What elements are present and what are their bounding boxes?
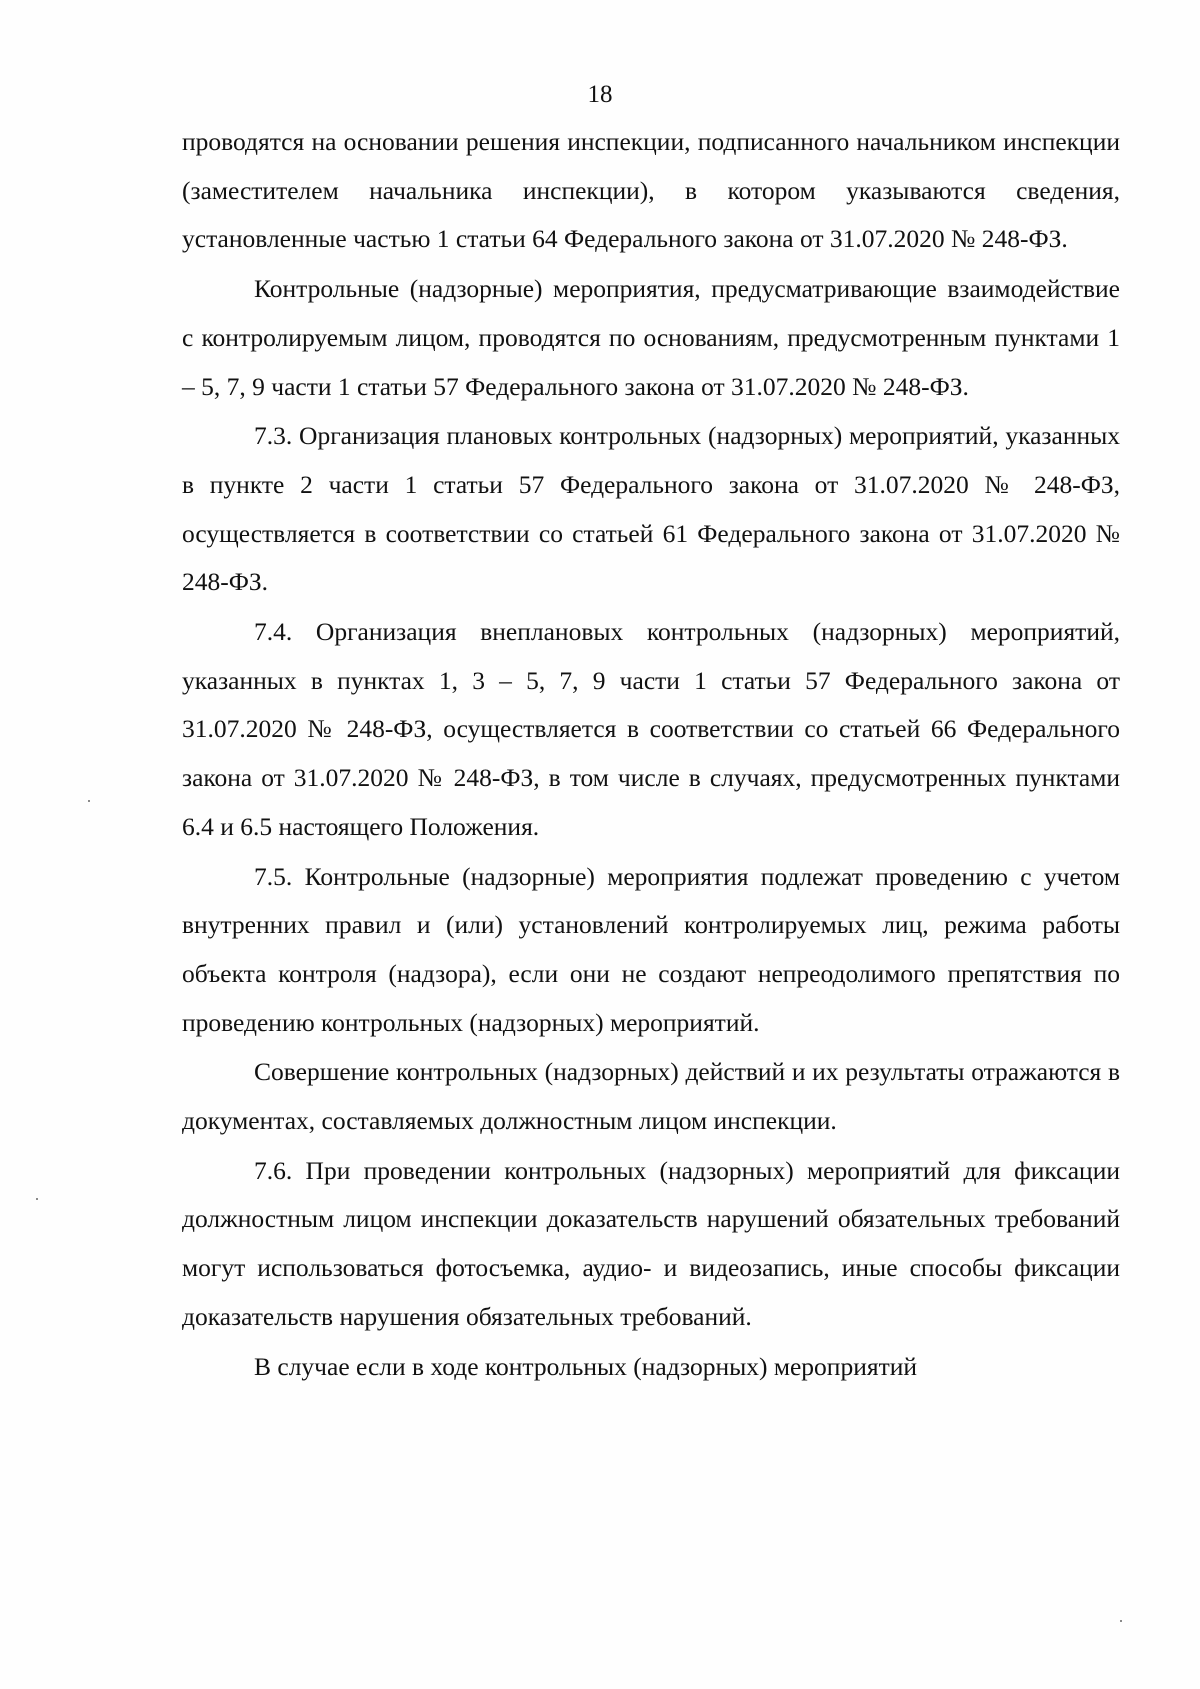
paragraph-continuation: проводятся на основании решения инспекции, подписанного начальником инспекции (заместителем начальника инспекции), в котором указываются сведения, установленные частью 1 статьи 64 Федерального закона от 31.07.2020 № 248-ФЗ. bbox=[182, 127, 1120, 254]
paragraph-final: В случае если в ходе контрольных (надзорных) мероприятий bbox=[254, 1351, 917, 1381]
paragraph-7-5: 7.5. Контрольные (надзорные) мероприятия подлежат проведению с учетом внутренних правил и (или) установлений контролируемых лиц, режима работы объекта контроля (надзора), если они не создают непреодолимого препятствия по проведению контрольных (надзорных) мероприятий. bbox=[182, 861, 1120, 1037]
paragraph-results: Совершение контрольных (надзорных) действий и их результаты отражаются в документах, составляемых должностным лицом инспекции. bbox=[182, 1057, 1120, 1136]
scan-speck bbox=[1120, 1620, 1122, 1622]
document-body bbox=[182, 118, 1120, 1391]
paragraph-7-6: 7.6. При проведении контрольных (надзорных) мероприятий для фиксации должностным лицом инспекции доказательств нарушений обязательных требований могут использоваться фотосъемка, аудио- и видеозапись, иные способы фиксации доказательств нарушения обязательных требований. bbox=[182, 1155, 1120, 1331]
scan-speck bbox=[36, 1198, 38, 1200]
page-number: 18 bbox=[587, 81, 613, 108]
paragraph-7-4: 7.4. Организация внеплановых контрольных (надзорных) мероприятий, указанных в пунктах 1, 3 – 5, 7, 9 части 1 статьи 57 Федерального закона от 31.07.2020 № 248-ФЗ, осуществляется в соответствии со статьей 66 Федерального закона от 31.07.2020 № 248-ФЗ, в том числе в случаях, предусмотренных пунктами 6.4 и 6.5 настоящего Положения. bbox=[182, 617, 1120, 841]
scan-speck bbox=[88, 800, 90, 802]
paragraph-grounds: Контрольные (надзорные) мероприятия, предусматривающие взаимодействие с контролируемым лицом, проводятся по основаниям, предусмотренным пунктами 1 – 5, 7, 9 части 1 статьи 57 Федерального закона от 31.07.2020 № 248-ФЗ. bbox=[182, 274, 1120, 401]
paragraph-7-3: 7.3. Организация плановых контрольных (надзорных) мероприятий, указанных в пункте 2 части 1 статьи 57 Федерального закона от 31.07.2020 № 248-ФЗ, осуществляется в соответствии со статьей 61 Федерального закона от 31.07.2020 № 248-ФЗ. bbox=[182, 421, 1120, 597]
